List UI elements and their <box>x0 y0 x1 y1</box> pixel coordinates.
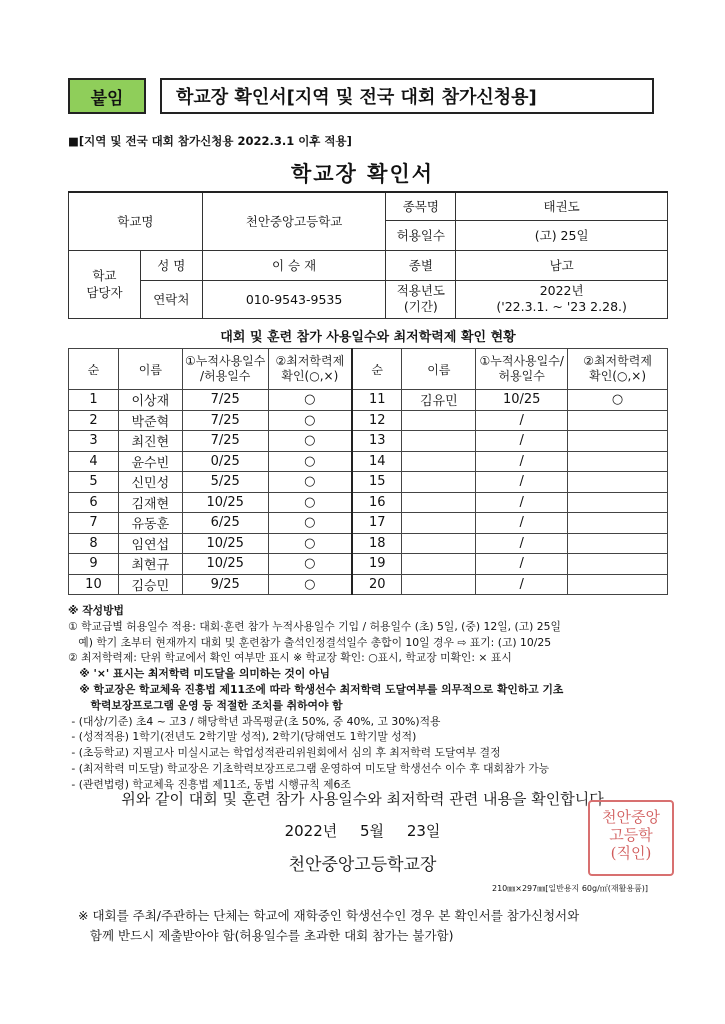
contact-label: 연락처 <box>140 280 202 318</box>
row-no-2: 14 <box>352 451 402 472</box>
row-name-2 <box>402 574 476 595</box>
row-name-2 <box>402 513 476 534</box>
row-no-2: 20 <box>352 574 402 595</box>
row-used-2: / <box>476 554 568 575</box>
row-used-2: / <box>476 574 568 595</box>
row-name-2 <box>402 472 476 493</box>
row-name: 최진현 <box>118 431 182 452</box>
row-name: 임연섭 <box>118 533 182 554</box>
paper-spec: 210㎜×297㎜[일반용지 60g/㎡(재활용품)] <box>492 884 649 893</box>
date-year: 2022년 <box>284 822 338 840</box>
table-row <box>69 451 668 472</box>
table-row <box>69 554 668 575</box>
row-no-2: 19 <box>352 554 402 575</box>
allowed-days-label: 허용일수 <box>386 220 456 250</box>
date-day: 23일 <box>406 822 441 840</box>
row-check: ○ <box>268 513 352 534</box>
row-used: 10/25 <box>182 533 268 554</box>
row-no-2: 13 <box>352 431 402 452</box>
year-label: 적용년도 (기간) <box>386 280 456 318</box>
seal-line: (직인) <box>610 844 652 862</box>
row-check: ○ <box>268 390 352 411</box>
note-line: - (대상/기준) 초4 ~ 고3 / 해당학년 과목평균(초 50%, 중 40%, 고 30%)적용 <box>68 714 441 728</box>
row-no: 3 <box>69 431 119 452</box>
row-name-2 <box>402 554 476 575</box>
row-no-2: 17 <box>352 513 402 534</box>
school-value: 천안중앙고등학교 <box>202 192 386 250</box>
row-name-2 <box>402 492 476 513</box>
header-used-days-2: ①누적사용일수/ 허용일수 <box>476 349 568 390</box>
row-used: 0/25 <box>182 451 268 472</box>
header-name-2: 이름 <box>402 349 476 390</box>
row-check-2 <box>568 533 668 554</box>
row-name: 신민성 <box>118 472 182 493</box>
instructions <box>68 603 668 793</box>
row-used-2: / <box>476 451 568 472</box>
attachment-tag: 붙임 <box>68 78 146 114</box>
row-name: 박준혁 <box>118 410 182 431</box>
row-no: 7 <box>69 513 119 534</box>
row-check: ○ <box>268 574 352 595</box>
row-used-2: 10/25 <box>476 390 568 411</box>
row-no-2: 16 <box>352 492 402 513</box>
note-line: - (성적적용) 1학기(전년도 2학기말 성적), 2학기(당해연도 1학기말 성적) <box>68 730 417 744</box>
row-name: 유동훈 <box>118 513 182 534</box>
allowed-days-value: (고) 25일 <box>456 220 668 250</box>
row-no-2: 12 <box>352 410 402 431</box>
note-line: ※ 작성방법 <box>68 604 124 617</box>
row-check-2 <box>568 451 668 472</box>
table-title: 대회 및 훈련 참가 사용일수와 최저학력제 확인 현황 <box>220 330 516 345</box>
row-no: 5 <box>69 472 119 493</box>
row-check: ○ <box>268 533 352 554</box>
row-no-2: 18 <box>352 533 402 554</box>
row-used-2: / <box>476 513 568 534</box>
seal-line: 고등학 <box>609 826 653 844</box>
row-used-2: / <box>476 410 568 431</box>
note-line: 학력보장프로그램 운영 등 적절한 조치를 취하여야 함 <box>68 698 343 712</box>
note-line: ※ 학교장은 학교체육 진흥법 제11조에 따라 학생선수 최저학력 도달여부를 의무적으로 확인하고 기초 <box>68 682 564 696</box>
note-line: - (관련법령) 학교체육 진흥법 제11조, 동법 시행규칙 제6조 <box>68 777 351 791</box>
school-info-table <box>68 191 668 319</box>
table-row <box>69 390 668 411</box>
row-name: 김승민 <box>118 574 182 595</box>
row-no: 1 <box>69 390 119 411</box>
header-check-2: ②최저학력제 확인(○,×) <box>568 349 668 390</box>
row-check: ○ <box>268 431 352 452</box>
row-no: 9 <box>69 554 119 575</box>
header-no: 순 <box>69 349 119 390</box>
row-no: 10 <box>69 574 119 595</box>
usage-subnote: ■[지역 및 전국 대회 참가신청용 2022.3.1 이후 적용] <box>68 134 352 148</box>
header-name: 이름 <box>118 349 182 390</box>
type-label: 종별 <box>386 250 456 280</box>
row-no: 2 <box>69 410 119 431</box>
row-used: 9/25 <box>182 574 268 595</box>
row-used: 7/25 <box>182 410 268 431</box>
table-row <box>69 513 668 534</box>
official-seal-stamp <box>588 800 674 876</box>
row-used: 10/25 <box>182 554 268 575</box>
row-check: ○ <box>268 472 352 493</box>
row-name-2 <box>402 533 476 554</box>
note-line: - (최저학력 미도달) 학교장은 기초학력보장프로그램 운영하여 미도달 학생선수 이수 후 대회참가 가능 <box>68 761 550 775</box>
row-check-2 <box>568 513 668 534</box>
table-row <box>69 431 668 452</box>
row-check: ○ <box>268 410 352 431</box>
row-used: 7/25 <box>182 431 268 452</box>
note-line: ※ '×' 표시는 최저학력 미도달을 의미하는 것이 아님 <box>68 667 330 681</box>
row-name-2 <box>402 431 476 452</box>
table-row <box>69 533 668 554</box>
header-row <box>68 78 654 116</box>
row-check-2: ○ <box>568 390 668 411</box>
table-row <box>69 472 668 493</box>
header-check: ②최저학력제 확인(○,×) <box>268 349 352 390</box>
row-no-2: 15 <box>352 472 402 493</box>
row-used-2: / <box>476 533 568 554</box>
participation-table <box>68 348 668 595</box>
principal-name: 천안중앙고등학교장 <box>288 855 437 875</box>
row-used: 5/25 <box>182 472 268 493</box>
name-label: 성 명 <box>140 250 202 280</box>
row-used: 7/25 <box>182 390 268 411</box>
row-no: 8 <box>69 533 119 554</box>
school-label: 학교명 <box>69 192 203 250</box>
event-label: 종목명 <box>386 192 456 220</box>
header-used-days: ①누적사용일수 /허용일수 <box>182 349 268 390</box>
table-row <box>69 492 668 513</box>
type-value: 남고 <box>456 250 668 280</box>
row-no-2: 11 <box>352 390 402 411</box>
row-check-2 <box>568 574 668 595</box>
contact-value: 010-9543-9535 <box>202 280 386 318</box>
row-name: 이상재 <box>118 390 182 411</box>
row-used-2: / <box>476 472 568 493</box>
event-value: 태권도 <box>456 192 668 220</box>
row-check-2 <box>568 554 668 575</box>
row-no: 6 <box>69 492 119 513</box>
row-check-2 <box>568 431 668 452</box>
note-line: ① 학교급별 허용일수 적용: 대회·훈련 참가 누적사용일수 기입 / 허용일수 (초) 5일, (중) 12일, (고) 25일 <box>68 619 561 633</box>
row-check: ○ <box>268 554 352 575</box>
footnote: ※ 대회를 주최/주관하는 단체는 학교에 재학중인 학생선수인 경우 본 확인서를 참가신청서와 함께 반드시 제출받아야 함(허용일수를 초과한 대회 참가는 불가함) <box>78 908 580 943</box>
table-row <box>69 574 668 595</box>
row-no: 4 <box>69 451 119 472</box>
row-name: 윤수빈 <box>118 451 182 472</box>
header-no-2: 순 <box>352 349 402 390</box>
year-value: 2022년 ('22.3.1. ~ '23 2.28.) <box>456 280 668 318</box>
date-month: 5월 <box>360 822 385 840</box>
row-check: ○ <box>268 492 352 513</box>
note-line: ② 최저학력제: 단위 학교에서 확인 여부만 표시 ※ 학교장 확인: ○표시, 학교장 미확인: × 표시 <box>68 651 512 665</box>
row-name-2 <box>402 451 476 472</box>
row-check-2 <box>568 492 668 513</box>
confirmation-text: 위와 같이 대회 및 훈련 참가 사용일수와 최저학력 관련 내용을 확인합니다 <box>121 790 604 808</box>
row-check-2 <box>568 410 668 431</box>
row-used: 6/25 <box>182 513 268 534</box>
name-value: 이 승 재 <box>202 250 386 280</box>
row-used-2: / <box>476 431 568 452</box>
row-name: 최현규 <box>118 554 182 575</box>
row-check-2 <box>568 472 668 493</box>
table-row <box>69 410 668 431</box>
row-used: 10/25 <box>182 492 268 513</box>
row-used-2: / <box>476 492 568 513</box>
document-title: 학교장 확인서 <box>290 162 435 186</box>
note-line: - (초등학교) 지필고사 미실시교는 학업성적관리위원회에서 심의 후 최저학력 도달여부 결정 <box>68 746 501 760</box>
row-name: 김재현 <box>118 492 182 513</box>
manager-label: 학교 담당자 <box>69 250 141 318</box>
row-name-2 <box>402 410 476 431</box>
row-check: ○ <box>268 451 352 472</box>
note-line: 예) 학기 초부터 현재까지 대회 및 훈련참가 출석인정결석일수 총합이 10일 경우 ⇨ 표기: (고) 10/25 <box>68 635 552 649</box>
row-name-2: 김유민 <box>402 390 476 411</box>
header-title: 학교장 확인서[지역 및 전국 대회 참가신청용] <box>160 78 654 114</box>
seal-line: 천안중앙 <box>602 808 660 826</box>
